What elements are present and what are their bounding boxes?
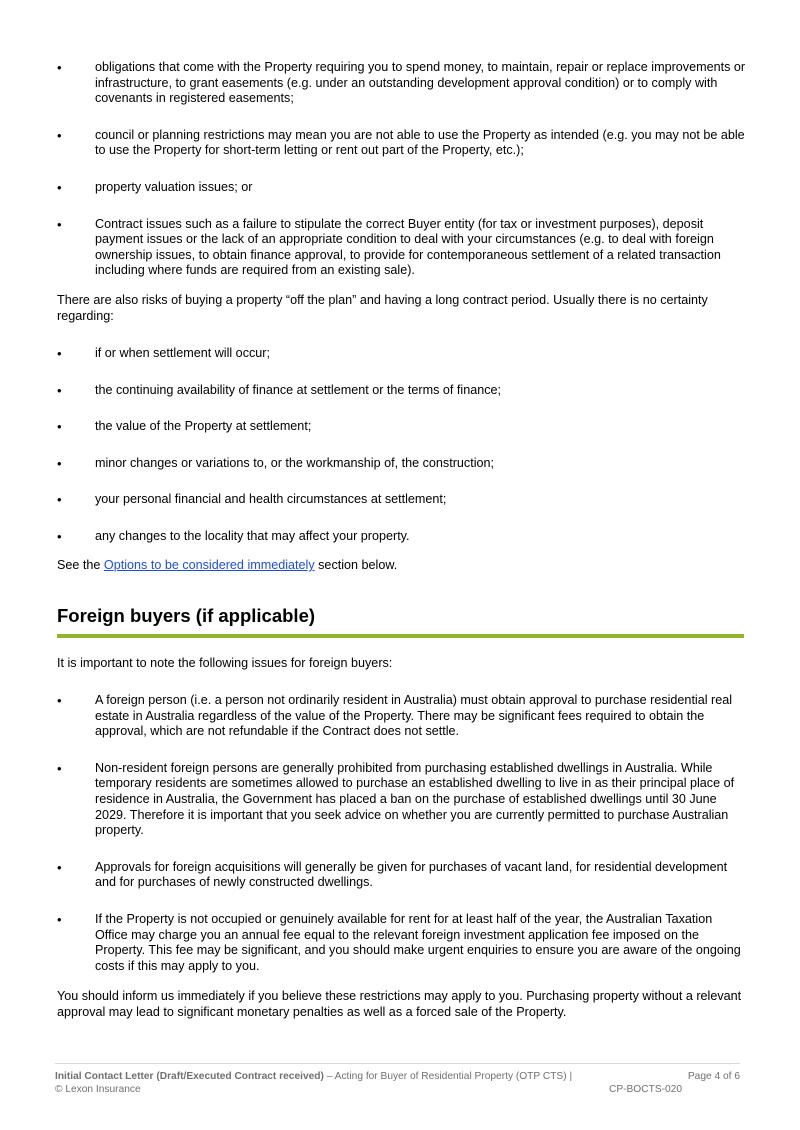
list-item: • Non-resident foreign persons are generally prohibited from purchasing established dwellings in Australia. While temporary residents are sometimes allowed to purchase an established dwelling to live in as their principal place of residence in Australia, the Government has placed a ban on the purchase of established dwellings until 30 June 2029. Therefore it is important that you seek advice on whether you are currently permitted to purchase Australian property.	[57, 761, 747, 839]
section-heading: Foreign buyers (if applicable)	[57, 605, 316, 626]
list-item: • council or planning restrictions may mean you are not able to use the Property as intended (e.g. you may not be able to use the Property for short-term letting or rent out part of the Property, etc.);	[57, 128, 747, 159]
page-footer	[55, 1063, 740, 1096]
footer-doc-title-rest: – Acting for Buyer of Residential Property (OTP CTS) |	[323, 1071, 573, 1082]
see-options-suffix: section below.	[314, 558, 398, 572]
list-item: • your personal financial and health circumstances at settlement;	[57, 492, 747, 508]
list-item: • the value of the Property at settlement;	[57, 419, 747, 435]
footer-doc-title	[55, 1070, 572, 1083]
closing-paragraph: You should inform us immediately if you believe these restrictions may apply to you. Purchasing property without a relevant approval may lead to significant monetary penalties as well as a forced sale of the Property.	[57, 989, 742, 1019]
list-item: • the continuing availability of finance at settlement or the terms of finance;	[57, 383, 747, 399]
list-item: • property valuation issues; or	[57, 180, 747, 196]
foreign-buyers-list	[57, 693, 747, 974]
risk-list	[57, 60, 747, 279]
list-item: • Approvals for foreign acquisitions will generally be given for purchases of vacant land, for residential development and for purchases of newly constructed dwellings.	[57, 860, 747, 891]
list-item: • minor changes or variations to, or the workmanship of, the construction;	[57, 456, 747, 472]
list-item: • A foreign person (i.e. a person not ordinarily resident in Australia) must obtain approval to purchase residential real estate in Australia regardless of the value of the Property. There may be significant fees required to obtain the approval, which are not refundable if the Contract does not settle.	[57, 693, 747, 740]
list-item: • any changes to the locality that may affect your property.	[57, 529, 747, 545]
list-item: • Contract issues such as a failure to stipulate the correct Buyer entity (for tax or investment purposes), deposit payment issues or the lack of an appropriate condition to deal with your circumstances (e.g. to deal with foreign ownership issues, to obtain finance approval, to provide for contemporaneous settlement of a related transaction including where funds are required from an existing sale).	[57, 217, 747, 279]
heading-rule	[57, 634, 744, 638]
footer-doc-code: CP-BOCTS-020	[608, 1084, 682, 1095]
footer-page-number: Page 4 of 6	[687, 1071, 740, 1082]
options-link[interactable]: Options to be considered immediately	[103, 558, 315, 572]
list-item: • If the Property is not occupied or genuinely available for rent for at least half of the year, the Australian Taxation Office may charge you an annual fee equal to the relevant foreign investment application fee imposed on the Property. This fee may be significant, and you should make urgent enquiries to ensure you are aware of the ongoing costs if this may apply to you.	[57, 912, 747, 974]
see-options-paragraph	[57, 558, 747, 574]
off-the-plan-list	[57, 346, 747, 545]
off-the-plan-intro: There are also risks of buying a property “off the plan” and having a long contract period. Usually there is no certainty regarding:	[57, 293, 708, 323]
footer-copyright: © Lexon Insurance	[55, 1084, 141, 1095]
list-item: • if or when settlement will occur;	[57, 346, 747, 362]
list-item: • obligations that come with the Property requiring you to spend money, to maintain, repair or replace improvements or infrastructure, to grant easements (e.g. under an outstanding development approval condition) or to comply with covenants in registered easements;	[57, 60, 747, 107]
footer-doc-title-bold: Initial Contact Letter (Draft/Executed Contract received)	[55, 1071, 324, 1082]
foreign-buyers-intro: It is important to note the following issues for foreign buyers:	[57, 656, 393, 670]
see-options-prefix: See the	[57, 558, 104, 572]
